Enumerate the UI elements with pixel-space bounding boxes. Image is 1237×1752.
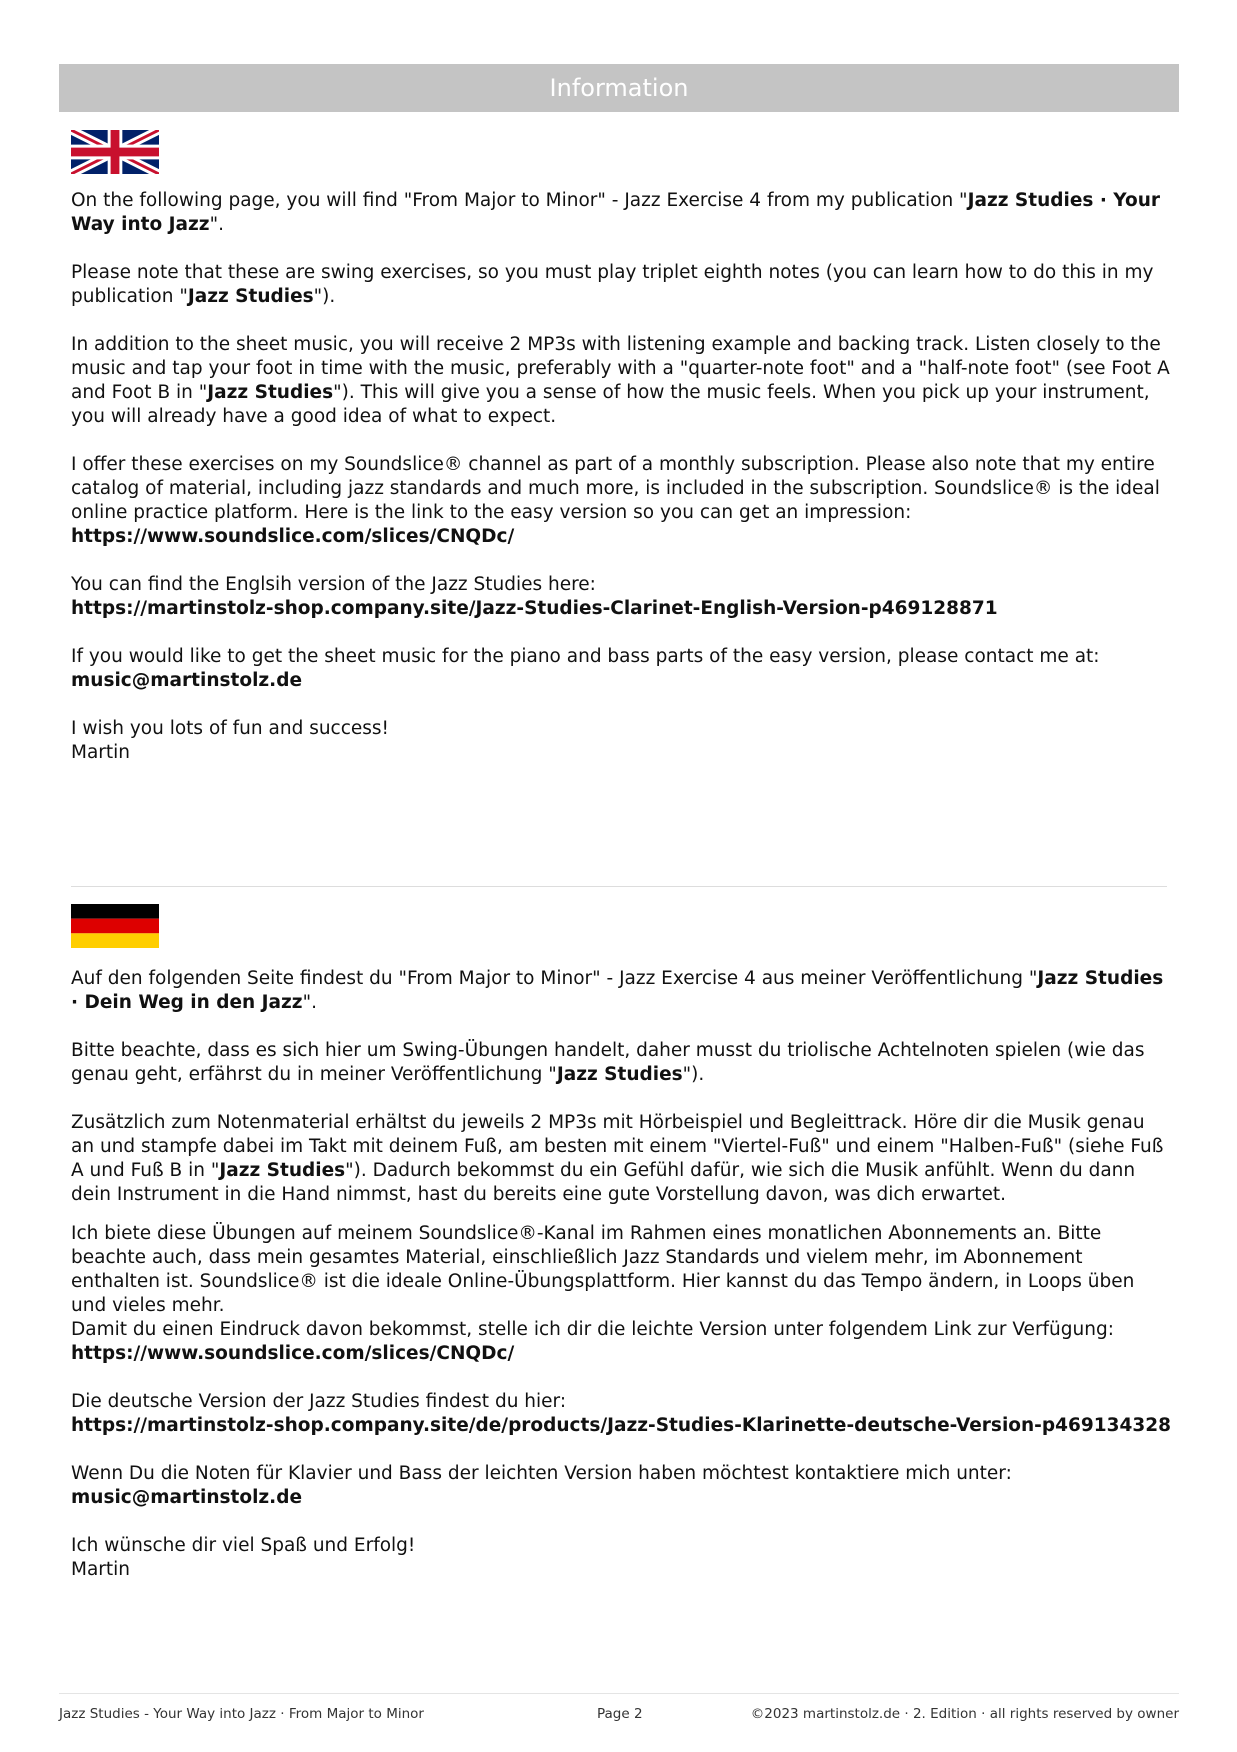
germany-flag-icon <box>71 904 159 948</box>
german-section <box>71 967 1171 1606</box>
en-shop-link[interactable]: https://martinstolz-shop.company.site/Jazz-Studies-Clarinet-English-Version-p469128871 <box>71 598 998 619</box>
de-intro-paragraph <box>71 967 1171 1015</box>
de-contact-email[interactable]: music@martinstolz.de <box>71 1487 302 1508</box>
de-closing-wish: Ich wünsche dir viel Spaß und Erfolg! <box>71 1535 416 1556</box>
footer-book-title: Jazz Studies - Your Way into Jazz · From Major to Minor <box>59 1706 424 1722</box>
de-publication-title: Jazz Studies · Dein Weg in den Jazz <box>71 968 1164 1013</box>
en-intro-end: ". <box>209 214 224 235</box>
info-header-bar <box>59 64 1179 112</box>
en-mp3-end: "). This will give you a sense of how the music feels. When you pick up your instrument, you will already have a good idea of what to expect. <box>71 382 1150 427</box>
de-mp3-paragraph <box>71 1111 1171 1207</box>
en-shop-paragraph <box>71 573 1171 621</box>
en-intro-text: On the following page, you will find "From Major to Minor" - Jazz Exercise 4 from my publication " <box>71 190 968 211</box>
en-swing-bold: Jazz Studies <box>187 286 314 307</box>
de-swing-text: Bitte beachte, dass es sich hier um Swing-Übungen handelt, daher musst du triolische Achtelnoten spielen (wie das genau geht, erfährst du in meiner Veröffentlichung " <box>71 1040 1145 1085</box>
de-mp3-bold: Jazz Studies <box>219 1160 346 1181</box>
en-shop-text: You can find the Englsih version of the Jazz Studies here: <box>71 574 596 595</box>
de-shop-paragraph <box>71 1390 1171 1438</box>
de-mp3-end: "). Dadurch bekommst du ein Gefühl dafür, wie sich die Musik anfühlt. Wenn du dann dein Instrument in die Hand nimmst, hast du bereits eine gute Vorstellung davon, was dich erwartet. <box>71 1160 1136 1205</box>
de-soundslice-text-2: Damit du einen Eindruck davon bekommst, stelle ich dir die leichte Version unter folgendem Link zur Verfügung: <box>71 1319 1114 1340</box>
en-contact-paragraph <box>71 645 1171 693</box>
de-soundslice-link[interactable]: https://www.soundslice.com/slices/CNQDc/ <box>71 1343 515 1364</box>
en-swing-text: Please note that these are swing exercises, so you must play triplet eighth notes (you can learn how to do this in my publication " <box>71 262 1154 307</box>
en-contact-email[interactable]: music@martinstolz.de <box>71 670 302 691</box>
footer-page-number: Page 2 <box>597 1706 643 1722</box>
en-swing-paragraph <box>71 261 1171 309</box>
de-closing-paragraph <box>71 1534 1171 1582</box>
english-section <box>71 189 1171 789</box>
en-soundslice-link[interactable]: https://www.soundslice.com/slices/CNQDc/ <box>71 526 515 547</box>
en-closing-paragraph <box>71 717 1171 765</box>
de-mp3-text: Zusätzlich zum Notenmaterial erhältst du jeweils 2 MP3s mit Hörbeispiel und Begleittrack. Höre dir die Musik genau an und stampfe dabei im Takt mit deinem Fuß, am besten mit einem "Viertel-Fuß" und einem "Halben-Fuß" (siehe Fuß A und Fuß B in " <box>71 1112 1164 1181</box>
de-shop-text: Die deutsche Version der Jazz Studies findest du hier: <box>71 1391 567 1412</box>
uk-flag-icon <box>71 130 159 174</box>
en-mp3-text: In addition to the sheet music, you will receive 2 MP3s with listening example and backing track. Listen closely to the music and tap your foot in time with the music, preferably with a "quarter-note foot" and a "half-note foot" (see Foot A and Foot B in " <box>71 334 1170 403</box>
de-contact-paragraph <box>71 1462 1171 1510</box>
en-publication-title: Jazz Studies · Your Way into Jazz <box>71 190 1161 235</box>
en-mp3-bold: Jazz Studies <box>207 382 334 403</box>
en-swing-end: "). <box>313 286 336 307</box>
de-swing-bold: Jazz Studies <box>556 1064 683 1085</box>
de-contact-text: Wenn Du die Noten für Klavier und Bass der leichten Version haben möchtest kontaktiere mich unter: <box>71 1463 1012 1484</box>
section-divider <box>71 886 1167 887</box>
de-soundslice-text: Ich biete diese Übungen auf meinem Soundslice®-Kanal im Rahmen eines monatlichen Abonnements an. Bitte beachte auch, dass mein gesamtes Material, einschließlich Jazz Standards und vielem mehr, im Abonnement enthalten ist. Soundslice® ist die ideale Online-Übungsplattform. Hier kannst du das Tempo ändern, in Loops üben und vieles mehr. <box>71 1223 1135 1316</box>
footer-copyright: ©2023 martinstolz.de · 2. Edition · all rights reserved by owner <box>750 1706 1179 1722</box>
en-closing-wish: I wish you lots of fun and success! <box>71 718 389 739</box>
en-mp3-paragraph <box>71 333 1171 429</box>
de-soundslice-paragraph <box>71 1222 1171 1366</box>
de-swing-paragraph <box>71 1039 1171 1087</box>
de-signature: Martin <box>71 1559 131 1580</box>
footer-divider <box>59 1693 1179 1694</box>
en-soundslice-text: I offer these exercises on my Soundslice® channel as part of a monthly subscription. Please also note that my entire catalog of material, including jazz standards and much more, is included in the subscription. Soundslice® is the ideal online practice platform. Here is the link to the easy version so you can get an impression: <box>71 454 1160 523</box>
info-header-title: Information <box>549 74 689 102</box>
de-intro-end: ". <box>302 992 317 1013</box>
de-intro-text: Auf den folgenden Seite findest du "From Major to Minor" - Jazz Exercise 4 aus meiner Veröffentlichung " <box>71 968 1038 989</box>
de-shop-link[interactable]: https://martinstolz-shop.company.site/de/products/Jazz-Studies-Klarinette-deutsche-Version-p469134328 <box>71 1415 1171 1436</box>
en-contact-text: If you would like to get the sheet music for the piano and bass parts of the easy version, please contact me at: <box>71 646 1100 667</box>
en-soundslice-paragraph <box>71 453 1171 549</box>
en-intro-paragraph <box>71 189 1171 237</box>
en-signature: Martin <box>71 742 131 763</box>
de-swing-end: "). <box>682 1064 705 1085</box>
